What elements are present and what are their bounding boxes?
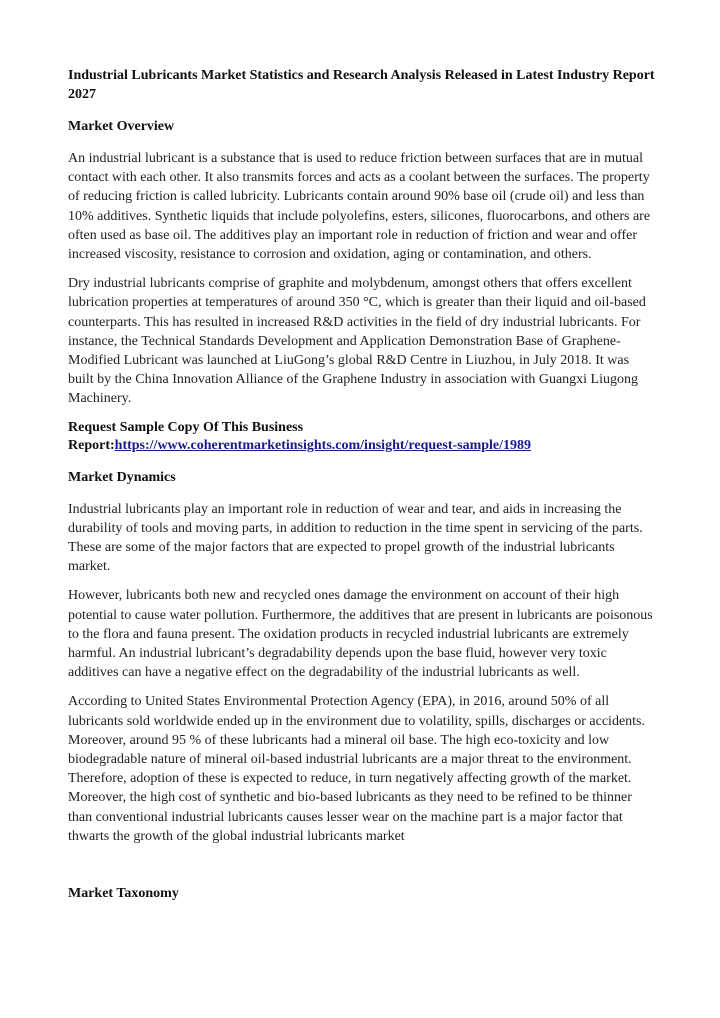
document-title: Industrial Lubricants Market Statistics and Research Analysis Released in Latest Industry Report 2027 <box>68 68 655 102</box>
request-sample-block <box>68 419 656 455</box>
overview-paragraph-1: An industrial lubricant is a substance that is used to reduce friction between surfaces that are in mutual contact with each other. It also transmits forces and acts as a coolant between the surfaces. The property of reducing friction is called lubricity. Lubricants contain around 90% base oil (crude oil) and less than 10% additives. Synthetic liquids that include polyolefins, esters, silicones, fluorocarbons, and others are often used as base oil. The additives play an important role in reduction of friction and wear and offer increased viscosity, resistance to corrosion and oxidation, aging or contamination, and others. <box>68 151 651 263</box>
overview-paragraph-2: Dry industrial lubricants comprise of graphite and molybdenum, amongst others that offers excellent lubrication properties at temperatures of around 350 °C, which is greater than their liquid and oil-based counterparts. This has resulted in increased R&D activities in the field of dry industrial lubricants. For instance, the Technical Standards Development and Application Demonstration Base of Graphene-Modified Lubricant was launched at LiuGong’s global R&D Centre in Liuzhou, in July 2018. It was built by the China Innovation Alliance of the Graphene Industry in association with Guangxi Liugong Machinery. <box>68 276 646 407</box>
market-dynamics-heading: Market Dynamics <box>68 469 176 485</box>
section-spacer <box>68 856 656 884</box>
request-sample-label: Request Sample Copy Of This Business <box>68 419 304 435</box>
market-overview-heading: Market Overview <box>68 119 175 134</box>
request-sample-report-label: Report: <box>68 437 115 453</box>
request-sample-link[interactable]: https://www.coherentmarketinsights.com/insight/request-sample/1989 <box>114 437 532 453</box>
document-page <box>68 66 656 916</box>
market-taxonomy-heading: Market Taxonomy <box>68 886 179 902</box>
dynamics-paragraph-3: According to United States Environmental Protection Agency (EPA), in 2016, around 50% of all lubricants sold worldwide ended up in the environment due to volatility, spills, discharges or accidents. Moreover, around 95 % of these lubricants had a mineral oil base. The high eco-toxicity and low biodegradable nature of mineral oil-based industrial lubricants are a major threat to the environment. Therefore, adoption of these is expected to reduce, in turn negatively affecting growth of the market. Moreover, the high cost of synthetic and bio-based lubricants as they need to be refined to be thinner than conventional industrial lubricants causes lesser wear on the machine part is a major factor that thwarts the growth of the global industrial lubricants market <box>68 694 645 844</box>
dynamics-paragraph-2: However, lubricants both new and recycled ones damage the environment on account of their high potential to cause water pollution. Furthermore, the additives that are present in lubricants are poisonous to the flora and fauna present. The oxidation products in recycled industrial lubricants are extremely harmful. An industrial lubricant’s degradability depends upon the base fluid, however very toxic additives can have a negative effect on the degradability of the industrial lubricants as well. <box>68 588 653 681</box>
dynamics-paragraph-1: Industrial lubricants play an important role in reduction of wear and tear, and aids in increasing the durability of tools and moving parts, in addition to reduction in the time spent in servicing of the parts. These are some of the major factors that are expected to propel growth of the industrial lubricants market. <box>68 501 643 575</box>
